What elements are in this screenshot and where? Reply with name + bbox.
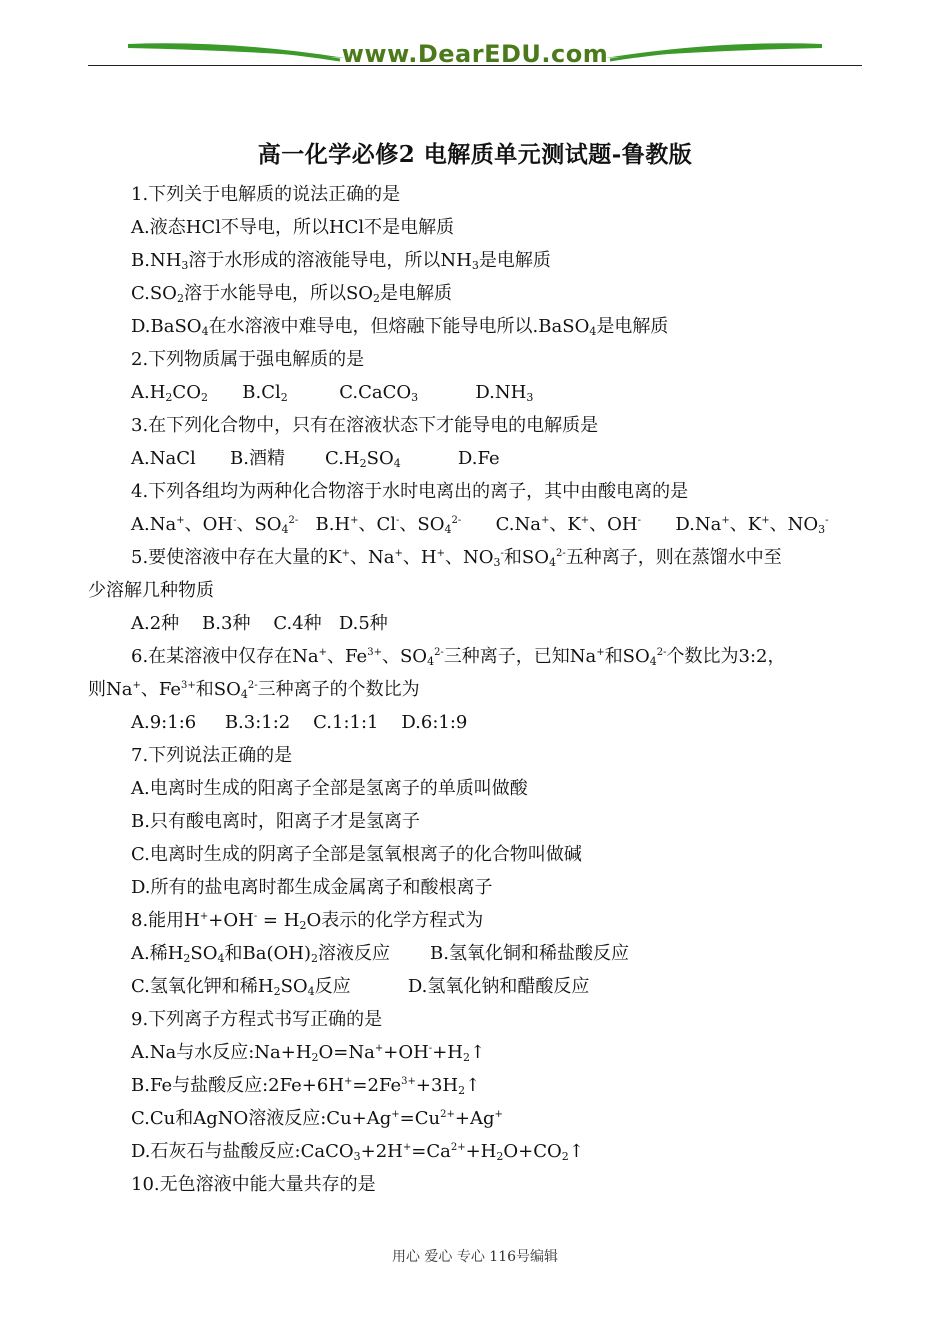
superscript: 3+ <box>401 1076 416 1087</box>
text-run: 、NO <box>769 514 819 535</box>
text-run: 是电解质 <box>380 283 453 304</box>
text-run: O+CO <box>503 1141 562 1162</box>
text-run: 7.下列说法正确的是 <box>131 745 293 766</box>
text-run: =Ca <box>411 1141 451 1162</box>
text-run: C.Na <box>461 514 541 535</box>
text-run: 和SO <box>604 646 650 667</box>
text-run: 少溶解几种物质 <box>88 580 214 601</box>
text-run: 、SO <box>381 646 428 667</box>
subscript: 4 <box>240 688 248 701</box>
text-line <box>88 904 863 937</box>
text-run: 是电解质 <box>478 250 551 271</box>
superscript: + <box>341 548 351 559</box>
text-line <box>88 871 863 904</box>
superscript: - <box>637 515 642 526</box>
superscript: + <box>436 548 445 559</box>
superscript: 2- <box>656 647 667 658</box>
text-run: A.Na与水反应:Na+H <box>131 1042 312 1063</box>
text-run: 五种离子，则在蒸馏水中至 <box>565 547 782 568</box>
text-run: 2.下列物质属于强电解质的是 <box>131 349 365 370</box>
text-run: B.H <box>298 514 351 535</box>
text-line <box>88 211 863 244</box>
subscript: 4 <box>281 523 289 536</box>
text-run: A.NaCl B.酒精 C.H <box>131 448 360 469</box>
superscript: - <box>825 515 829 526</box>
text-run: +Ag <box>454 1108 495 1129</box>
text-run: 反应 D.氢氧化钠和醋酸反应 <box>314 976 590 997</box>
text-line <box>88 574 863 607</box>
superscript: 2+ <box>450 1142 466 1153</box>
text-run: 8.能用H <box>131 910 200 931</box>
text-run: +H <box>465 1141 497 1162</box>
superscript: - <box>396 515 400 526</box>
subscript: 2 <box>176 292 184 305</box>
text-run: D.Na <box>641 514 722 535</box>
text-run: 、SO <box>399 514 445 535</box>
text-run: ↑ <box>465 1075 481 1096</box>
superscript: - <box>500 548 504 559</box>
text-line <box>88 376 863 409</box>
text-run: C.Cu和AgNO溶液反应:Cu+Ag <box>131 1108 392 1129</box>
page-footer: 用心 爱心 专心 116号编辑 <box>391 1249 559 1265</box>
text-run: B.只有酸电离时，阳离子才是氢离子 <box>131 811 420 832</box>
text-run: D.石灰石与盐酸反应:CaCO <box>131 1141 354 1162</box>
text-line <box>88 772 863 805</box>
subscript: 2 <box>458 1084 466 1097</box>
text-run: +3H <box>415 1075 459 1096</box>
text-line <box>88 673 863 706</box>
text-run: 4.下列各组均为两种化合物溶于水时电离出的离子，其中由酸电离的是 <box>131 481 689 502</box>
text-run: 个数比为3:2， <box>666 646 786 667</box>
superscript: + <box>374 1043 384 1054</box>
text-line <box>88 1069 863 1102</box>
text-run: C.氢氧化钾和稀H <box>131 976 274 997</box>
subscript: 3 <box>818 523 826 536</box>
text-run: 三种离子的个数比为 <box>257 679 420 700</box>
text-line <box>88 706 863 739</box>
subscript: 4 <box>589 325 597 338</box>
text-line <box>88 475 863 508</box>
text-line <box>88 343 863 376</box>
superscript: + <box>721 515 730 526</box>
subscript: 3 <box>493 556 501 569</box>
subscript: 4 <box>427 655 435 668</box>
text-run: +2H <box>360 1141 403 1162</box>
text-run: B.Fe与盐酸反应:2Fe+6H <box>131 1075 345 1096</box>
text-run: 10.无色溶液中能大量共存的是 <box>131 1174 376 1195</box>
superscript: + <box>199 911 209 922</box>
text-run: A.电离时生成的阳离子全部是氢离子的单质叫做酸 <box>131 778 528 799</box>
superscript: 2- <box>555 548 566 559</box>
subscript: 3 <box>526 391 534 404</box>
text-run: 、NO <box>444 547 494 568</box>
text-line <box>88 409 863 442</box>
subscript: 4 <box>649 655 657 668</box>
text-run: ↑ <box>469 1042 486 1063</box>
header-rule <box>88 65 862 66</box>
text-line <box>88 1036 863 1069</box>
text-line <box>88 739 863 772</box>
subscript: 2 <box>311 1051 319 1064</box>
subscript: 4 <box>444 523 452 536</box>
subscript: 3 <box>353 1150 361 1163</box>
text-run: SO <box>190 943 218 964</box>
text-run: 是电解质 <box>596 316 669 337</box>
text-line <box>88 244 863 277</box>
superscript: + <box>391 1109 400 1120</box>
text-run: +H <box>432 1042 463 1063</box>
text-run: 、Na <box>350 547 395 568</box>
subscript: 4 <box>548 556 556 569</box>
text-line <box>88 1135 863 1168</box>
text-run: C.SO <box>131 283 177 304</box>
superscript: 3+ <box>181 680 196 691</box>
text-line <box>88 640 863 673</box>
text-run: 、SO <box>236 514 282 535</box>
text-run: 和SO <box>195 679 241 700</box>
text-line <box>88 607 863 640</box>
superscript: + <box>318 647 328 658</box>
text-run: SO <box>366 448 394 469</box>
text-run: A.液态HCl不导电，所以HCl不是电解质 <box>131 217 455 238</box>
superscript: 2- <box>434 647 444 658</box>
text-run: +OH <box>208 910 254 931</box>
superscript: 2- <box>247 680 258 691</box>
subscript: 2 <box>373 292 381 305</box>
subscript: 3 <box>411 391 419 404</box>
superscript: - <box>253 911 258 922</box>
text-run: B.NH <box>131 250 182 271</box>
text-line <box>88 1168 863 1201</box>
text-run: +OH <box>383 1042 429 1063</box>
text-run: D.NH <box>418 382 527 403</box>
text-run: A.H <box>131 382 166 403</box>
text-line <box>88 178 863 211</box>
text-run: ↑ <box>568 1141 584 1162</box>
subscript: 2 <box>462 1051 470 1064</box>
text-run: 3.在下列化合物中，只有在溶液状态下才能导电的电解质是 <box>131 415 599 436</box>
text-run: 、K <box>549 514 581 535</box>
text-run: 溶液反应 B.氢氧化铜和稀盐酸反应 <box>317 943 629 964</box>
text-run: 三种离子，已知Na <box>443 646 597 667</box>
document-title: 高一化学必修2 电解质单元测试题-鲁教版 <box>257 141 693 168</box>
text-line <box>88 508 863 541</box>
superscript: 3+ <box>367 647 382 658</box>
text-run: 溶于水能导电，所以SO <box>183 283 374 304</box>
text-run: C.CaCO <box>287 382 412 403</box>
text-run: 、Fe <box>327 646 368 667</box>
text-run: O=Na <box>318 1042 375 1063</box>
text-run: 溶于水形成的溶液能导电，所以NH <box>188 250 472 271</box>
text-run: 和Ba(OH) <box>224 943 311 964</box>
text-run: 、OH <box>184 514 234 535</box>
superscript: + <box>540 515 550 526</box>
subscript: 2 <box>561 1150 569 1163</box>
superscript: - <box>428 1043 433 1054</box>
text-run: 6.在某溶液中仅存在Na <box>131 646 319 667</box>
text-run: 在水溶液中难导电，但熔融下能导电所以.BaSO <box>208 316 590 337</box>
text-line <box>88 805 863 838</box>
text-line <box>88 442 863 475</box>
subscript: 4 <box>201 325 209 338</box>
superscript: + <box>402 1142 412 1153</box>
subscript: 3 <box>181 259 189 272</box>
site-logo-text: www.DearEDU.com <box>341 40 609 68</box>
page-header <box>0 0 950 80</box>
text-run: =Cu <box>399 1108 441 1129</box>
subscript: 2 <box>280 391 288 404</box>
text-line <box>88 1003 863 1036</box>
text-run: 和SO <box>503 547 549 568</box>
text-line <box>88 277 863 310</box>
text-run: 、Fe <box>140 679 182 700</box>
subscript: 2 <box>299 919 307 932</box>
text-line <box>88 541 863 574</box>
text-run: B.Cl <box>207 382 281 403</box>
document-body <box>88 178 863 1201</box>
text-run: 、OH <box>589 514 638 535</box>
text-run: 5.要使溶液中存在大量的K <box>131 547 342 568</box>
text-run: = H <box>257 910 300 931</box>
text-run: A.稀H <box>131 943 184 964</box>
text-line <box>88 970 863 1003</box>
subscript: 4 <box>393 457 401 470</box>
text-run: 则Na <box>88 679 133 700</box>
superscript: - <box>233 515 237 526</box>
text-run: A.2种 B.3种 C.4种 D.5种 <box>131 613 388 634</box>
subscript: 2 <box>310 952 318 965</box>
text-line <box>88 838 863 871</box>
superscript: + <box>344 1076 353 1087</box>
text-run: D.所有的盐电离时都生成金属离子和酸根离子 <box>131 877 493 898</box>
subscript: 2 <box>165 391 173 404</box>
text-run: 9.下列离子方程式书写正确的是 <box>131 1009 383 1030</box>
text-line <box>88 310 863 343</box>
subscript: 2 <box>359 457 367 470</box>
text-run: D.BaSO <box>131 316 202 337</box>
text-run: 、K <box>729 514 762 535</box>
subscript: 2 <box>496 1150 504 1163</box>
subscript: 2 <box>183 952 191 965</box>
superscript: 2- <box>451 515 462 526</box>
superscript: + <box>761 515 770 526</box>
superscript: + <box>394 548 403 559</box>
superscript: + <box>596 647 605 658</box>
text-run: A.Na <box>131 514 177 535</box>
text-run: 、H <box>402 547 437 568</box>
superscript: + <box>580 515 590 526</box>
text-run: 、Cl <box>358 514 397 535</box>
text-run: =2Fe <box>352 1075 402 1096</box>
text-run: O表示的化学方程式为 <box>306 910 484 931</box>
text-run: D.Fe <box>400 448 500 469</box>
text-run: 1.下列关于电解质的说法正确的是 <box>131 184 401 205</box>
text-run: A.9:1:6 B.3:1:2 C.1:1:1 D.6:1:9 <box>131 712 468 733</box>
subscript: 3 <box>471 259 479 272</box>
text-line <box>88 1102 863 1135</box>
superscript: + <box>494 1109 503 1120</box>
superscript: + <box>350 515 359 526</box>
text-run: SO <box>280 976 308 997</box>
subscript: 2 <box>200 391 208 404</box>
text-line <box>88 937 863 970</box>
superscript: 2+ <box>440 1109 455 1120</box>
subscript: 2 <box>273 985 281 998</box>
superscript: + <box>176 515 185 526</box>
superscript: 2- <box>288 515 299 526</box>
text-run: C.电离时生成的阴离子全部是氢氧根离子的化合物叫做碱 <box>131 844 582 865</box>
subscript: 4 <box>217 952 225 965</box>
superscript: + <box>132 680 141 691</box>
text-run: CO <box>172 382 201 403</box>
subscript: 4 <box>307 985 315 998</box>
